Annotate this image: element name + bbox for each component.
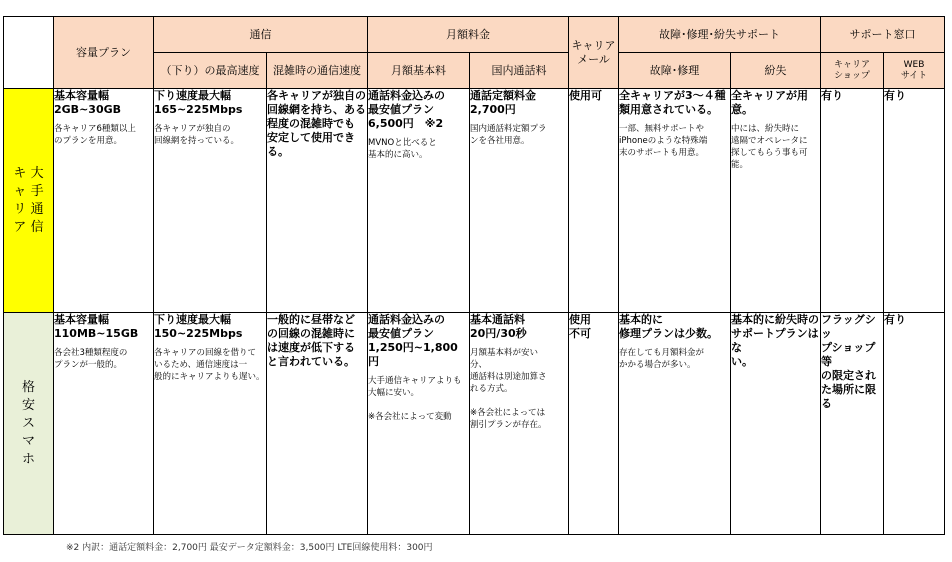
mvno-repair-note: 存在しても月額料金が かかる場合が多い。 [619,348,705,370]
header-speed-max: （下り）の最高速度 [154,53,267,89]
carrier-call-note: 国内通話料定額プラ ンを各社用意。 [470,124,547,146]
mvno-basic-note: 大手通信キャリアよりも 大幅に安い。 [368,376,462,398]
mvno-mail [569,313,619,535]
mvno-capacity [54,313,154,535]
carrier-shop [821,89,884,313]
carrier-repair-note: 一部、無料サポートや iPhoneのような特殊端 末のサポートも用意。 [619,124,708,158]
header-window: サポート窓口 [821,17,945,53]
carrier-basic-note: MVNOと比べると 基本的に高い。 [368,138,437,160]
mvno-web [884,313,945,535]
carrier-busy [267,89,368,313]
mvno-shop [821,313,884,535]
carrier-call-main: 通話定額料金 2,700円 [470,89,536,116]
carrier-call-fee [470,89,569,313]
carrier-capacity-main: 基本容量幅 2GB~30GB [54,89,122,116]
carrier-loss [731,89,821,313]
carrier-speed-note: 各キャリアが独自の 回線網を持っている。 [154,124,240,146]
category-carrier [4,89,54,313]
mvno-speed-main: 下り速度最大幅 150~225Mbps [154,313,243,340]
mvno-basic-main: 通話料金込みの 最安値プラン 1,250円~1,800 円 [368,313,458,368]
category-mvno-label: 格 安 ス マ ホ [21,379,35,467]
mvno-call-note-2: ※各会社によっては 割引プランが存在。 [470,408,547,430]
category-carrier-col2: 大 手 通 信 [30,165,44,235]
mvno-speed-note: 各キャリアの回線を借りて いるため、通信速度は一 般的にキャリアよりも遅い。 [154,348,265,382]
header-loss: 紛失 [731,53,821,89]
carrier-loss-note: 中には、紛失時に 遠隔でオペレータに 探してもらう事も可 能。 [731,124,808,170]
carrier-loss-main: 全キャリアが用意。 [731,89,808,116]
header-repair: 故障･修理 [619,53,731,89]
header-carrier-mail: キャリア メール [569,17,619,89]
header-web: WEB サイト [884,53,945,89]
carrier-capacity-note: 各キャリア6種類以上 のプランを用意。 [54,124,136,146]
mvno-loss [731,313,821,535]
header-support: 故障･修理･紛失サポート [619,17,821,53]
mvno-web-value: 有り [884,313,906,326]
carrier-mail [569,89,619,313]
row-mvno [4,313,945,535]
mvno-repair [619,313,731,535]
carrier-mail-value: 使用可 [569,89,602,102]
carrier-basic-main: 通話料金込みの 最安値プラン 6,500円 ※2 [368,89,445,130]
mvno-shop-value: フラッグシッ プショップ等 の限定され た場所に限 る [821,313,876,410]
carrier-basic-fee [368,89,470,313]
mvno-mail-value: 使用 不可 [569,313,591,340]
mvno-busy [267,313,368,535]
carrier-shop-value: 有り [821,89,843,102]
header-monthly: 月額料金 [368,17,569,53]
category-carrier-col1: キ ャ リ ア [13,165,27,235]
carrier-speed-main: 下り速度最大幅 165~225Mbps [154,89,243,116]
comparison-table [3,16,945,535]
header-capacity: 容量プラン [54,17,154,89]
carrier-capacity [54,89,154,313]
header-domestic-call: 国内通話料 [470,53,569,89]
footnote: ※2 内訳：通話定額料金：2,700円 最安データ定額料金：3,500円 LTE回線使用料：300円 [66,543,433,553]
carrier-web-value: 有り [884,89,906,102]
carrier-repair-main: 全キャリアが3～４種 類用意されている。 [619,89,726,116]
carrier-busy-main: 各キャリアが独自の 回線網を持ち、ある 程度の混雑時でも 安定して使用でき る。 [267,89,366,158]
carrier-speed [154,89,267,313]
mvno-loss-main: 基本的に紛失時の サポートプランはな い。 [731,313,819,368]
mvno-basic-fee [368,313,470,535]
header-row-1 [4,17,945,53]
mvno-speed [154,313,267,535]
header-basic-fee: 月額基本料 [368,53,470,89]
header-shop: キャリア ショップ [821,53,884,89]
mvno-repair-main: 基本的に 修理プランは少数。 [619,313,718,340]
mvno-call-main: 基本通話料 20円/30秒 [470,313,527,340]
mvno-call-note: 月額基本料が安い 分、 通話料は別途加算さ れる方式。 [470,348,547,394]
header-speed-busy: 混雑時の通信速度 [267,53,368,89]
category-mvno [4,313,54,535]
row-carrier [4,89,945,313]
mvno-call-fee [470,313,569,535]
mvno-busy-main: 一般的に昼帯など の回線の混雑時に は速度が低下する と言われている。 [267,313,355,368]
carrier-web [884,89,945,313]
mvno-capacity-main: 基本容量幅 110MB~15GB [54,313,139,340]
mvno-capacity-note: 各会社3種類程度の プランが一般的。 [54,348,128,370]
mvno-basic-note-2: ※各会社によって変動 [368,412,452,422]
carrier-repair [619,89,731,313]
header-tsushin: 通信 [154,17,368,53]
corner-cell [4,17,54,89]
